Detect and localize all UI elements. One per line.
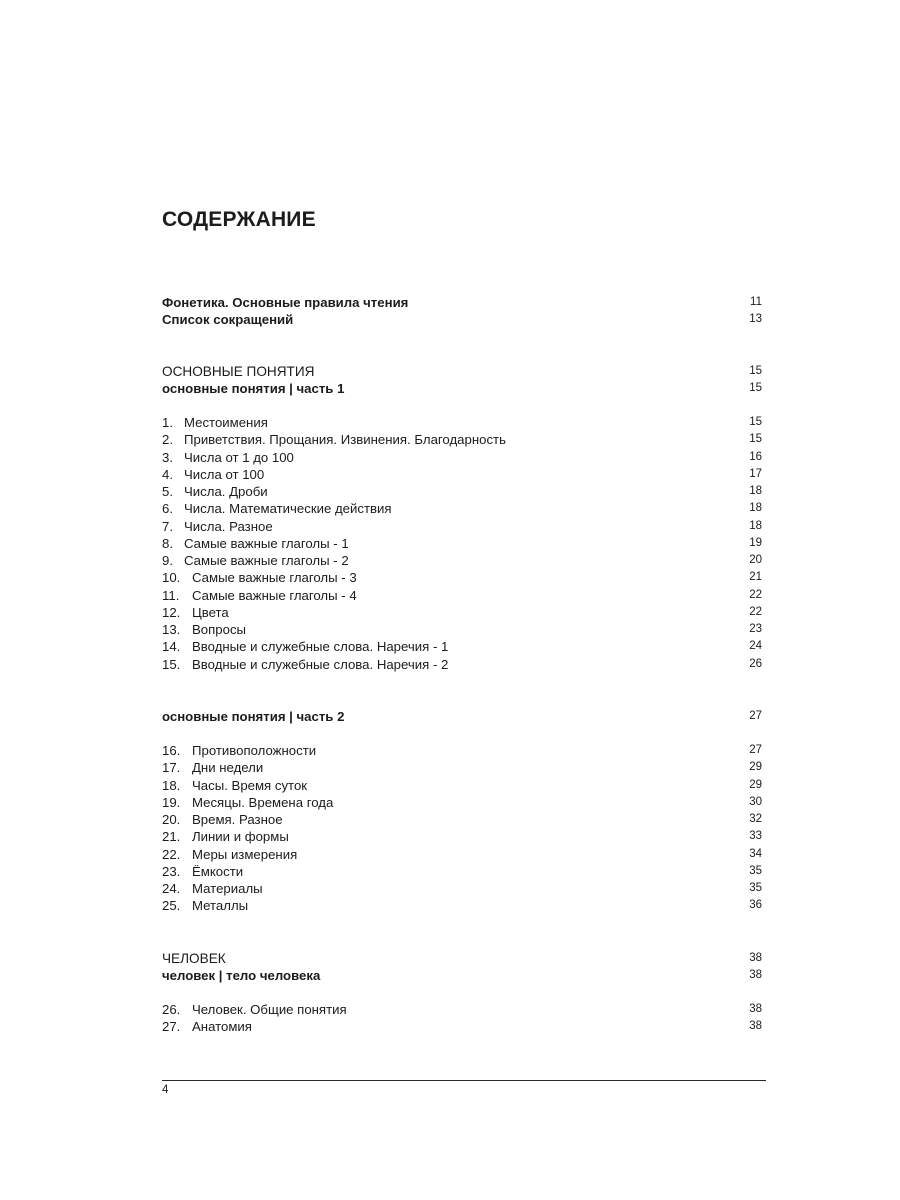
toc-entry-page: 18 [749,519,762,532]
toc-entry-page: 29 [749,761,762,774]
toc-entry-label: Противоположности [192,743,317,758]
toc-entry-number: 26. [162,1002,181,1017]
section-heading-label: ОСНОВНЫЕ ПОНЯТИЯ [162,363,315,379]
footer-page-number: 4 [162,1084,169,1096]
subsection-heading-page: 15 [749,381,762,394]
toc-entry-number: 3. [162,449,173,465]
toc-entry-label: Числа от 100 [184,466,265,482]
toc-entry-page: 34 [749,847,762,860]
toc-entry-number: 8. [162,535,173,551]
toc-entry-page: 20 [749,554,762,566]
toc-entry[interactable] [162,811,762,828]
toc-entry-number: 4. [162,466,173,482]
toc-entry-number: 7. [162,518,173,534]
toc-entry[interactable] [162,794,762,811]
toc-entry-label: Самые важные глаголы - 2 [184,553,349,568]
toc-entry-page: 18 [749,502,762,515]
toc-entry-page: 15 [749,433,762,446]
toc-entry-number: 1. [162,415,173,430]
toc-entry-page: 15 [749,416,762,428]
toc-entry-number: 16. [162,743,181,758]
toc-entry-page: 38 [749,1020,762,1033]
toc-entry-label: Самые важные глаголы - 4 [192,587,357,603]
toc-entry-page: 35 [749,882,762,894]
toc-entry-number: 9. [162,553,173,568]
section-heading-human[interactable] [162,950,762,967]
toc-entry[interactable] [162,777,762,794]
toc-entry-page: 38 [749,1003,762,1015]
toc-entry-label: Время. Разное [192,812,283,827]
toc-entry[interactable] [162,656,762,673]
toc-entry-page: 23 [749,623,762,635]
subsection-heading-label: основные понятия | часть 1 [162,380,345,396]
toc-entry[interactable] [162,587,762,604]
subsection-heading-part-1[interactable] [162,380,762,397]
section-heading-page: 15 [749,364,762,377]
toc-entry-label: Анатомия [192,1019,252,1035]
toc-entry-label: Самые важные глаголы - 3 [192,570,357,586]
toc-entry-phonetics[interactable] [162,294,762,311]
toc-entry-page: 29 [749,778,762,791]
toc-entry[interactable] [162,466,762,483]
subsection-heading-label: человек | тело человека [162,967,321,983]
toc-entry[interactable] [162,638,762,655]
toc-entry-number: 11. [162,587,180,603]
toc-entry-page: 22 [749,588,762,601]
toc-entry[interactable] [162,828,762,845]
toc-entry-page: 26 [749,657,762,670]
toc-entry-number: 17. [162,760,181,776]
toc-entry-number: 5. [162,484,173,499]
toc-entry-number: 13. [162,622,181,637]
toc-entry-page: 21 [749,571,762,584]
toc-entry-label: Приветствия. Прощания. Извинения. Благодарность [184,432,506,448]
toc-entry-label: Самые важные глаголы - 1 [184,535,349,551]
subsection-heading-human-body[interactable] [162,967,762,984]
subsection-heading-page: 38 [749,968,762,981]
toc-entry[interactable] [162,483,762,500]
subsection-heading-part-2[interactable] [162,708,762,725]
toc-entry-number: 2. [162,432,173,448]
page-title: СОДЕРЖАНИЕ [162,208,316,231]
toc-entry[interactable] [162,431,762,448]
toc-entry-label: Цвета [192,604,229,620]
toc-entry-number: 24. [162,881,181,896]
toc-entry-page: 27 [749,744,762,756]
toc-entry-label: Материалы [192,881,263,896]
toc-entry-number: 22. [162,846,181,862]
toc-entry-number: 25. [162,898,181,914]
toc-entry-label: Дни недели [192,760,264,776]
toc-entry[interactable] [162,742,762,759]
toc-entry[interactable] [162,414,762,431]
toc-entry-label: Месяцы. Времена года [192,794,334,810]
toc-entry-number: 21. [162,829,181,845]
toc-entry[interactable] [162,518,762,535]
toc-entry[interactable] [162,500,762,517]
toc-entry[interactable] [162,897,762,914]
toc-entry[interactable] [162,1018,762,1035]
toc-list-human [162,1001,762,1036]
toc-entry-label: Вопросы [192,622,247,637]
table-of-contents [162,294,762,1036]
toc-entry-number: 20. [162,812,181,827]
toc-entry[interactable] [162,569,762,586]
toc-entry-number: 12. [162,604,181,620]
toc-entry-label: Человек. Общие понятия [192,1002,347,1017]
toc-entry-page: 24 [749,640,762,653]
footer-rule [162,1080,766,1081]
toc-list-part-1 [162,414,762,673]
toc-entry-number: 19. [162,794,181,810]
toc-entry-page: 16 [749,450,762,463]
toc-entry-page: 35 [749,864,762,877]
toc-entry-page: 32 [749,813,762,825]
toc-entry-label: Фонетика. Основные правила чтения [162,295,409,310]
toc-entry-label: Числа. Разное [184,518,273,534]
toc-entry[interactable] [162,535,762,552]
toc-entry-label: Числа. Дроби [184,484,268,499]
toc-entry-abbreviations[interactable] [162,311,762,328]
toc-entry-number: 18. [162,777,181,793]
toc-entry[interactable] [162,1001,762,1018]
toc-entry-number: 6. [162,501,173,517]
toc-entry[interactable] [162,846,762,863]
toc-entry-page: 36 [749,899,762,912]
toc-entry-page: 11 [750,296,762,308]
toc-entry-page: 17 [749,467,762,480]
section-heading-page: 38 [749,951,762,964]
toc-entry-page: 22 [749,605,762,618]
toc-entry-label: Вводные и служебные слова. Наречия - 1 [192,639,449,655]
toc-entry-label: Часы. Время суток [192,777,308,793]
section-heading-basic-concepts[interactable] [162,363,762,380]
toc-entry[interactable] [162,863,762,880]
toc-entry-number: 15. [162,656,181,672]
toc-entry-label: Вводные и служебные слова. Наречия - 2 [192,656,449,672]
toc-entry-page: 19 [749,536,762,549]
toc-entry-label: Ёмкости [192,863,244,879]
subsection-heading-label: основные понятия | часть 2 [162,708,345,724]
toc-entry-label: Числа от 1 до 100 [184,449,294,465]
toc-list-part-2 [162,742,762,915]
toc-entry-page: 13 [749,313,762,326]
toc-entry-number: 27. [162,1019,181,1035]
toc-entry-page: 30 [749,795,762,808]
toc-entry-label: Числа. Математические действия [184,501,392,517]
toc-entry-label: Список сокращений [162,312,294,328]
toc-entry[interactable] [162,621,762,638]
toc-entry[interactable] [162,604,762,621]
toc-entry-label: Линии и формы [192,829,289,845]
toc-entry-label: Местоимения [184,415,268,430]
toc-entry[interactable] [162,552,762,569]
toc-entry-page: 18 [749,485,762,497]
toc-entry[interactable] [162,449,762,466]
toc-entry-number: 10. [162,570,181,586]
section-heading-label: ЧЕЛОВЕК [162,950,226,966]
toc-entry-page: 33 [749,830,762,843]
toc-entry-number: 14. [162,639,181,655]
toc-entry-label: Металлы [192,898,249,914]
subsection-heading-page: 27 [749,709,762,722]
toc-entry-label: Меры измерения [192,846,298,862]
toc-entry-number: 23. [162,863,181,879]
toc-entry[interactable] [162,880,762,897]
toc-entry[interactable] [162,759,762,776]
